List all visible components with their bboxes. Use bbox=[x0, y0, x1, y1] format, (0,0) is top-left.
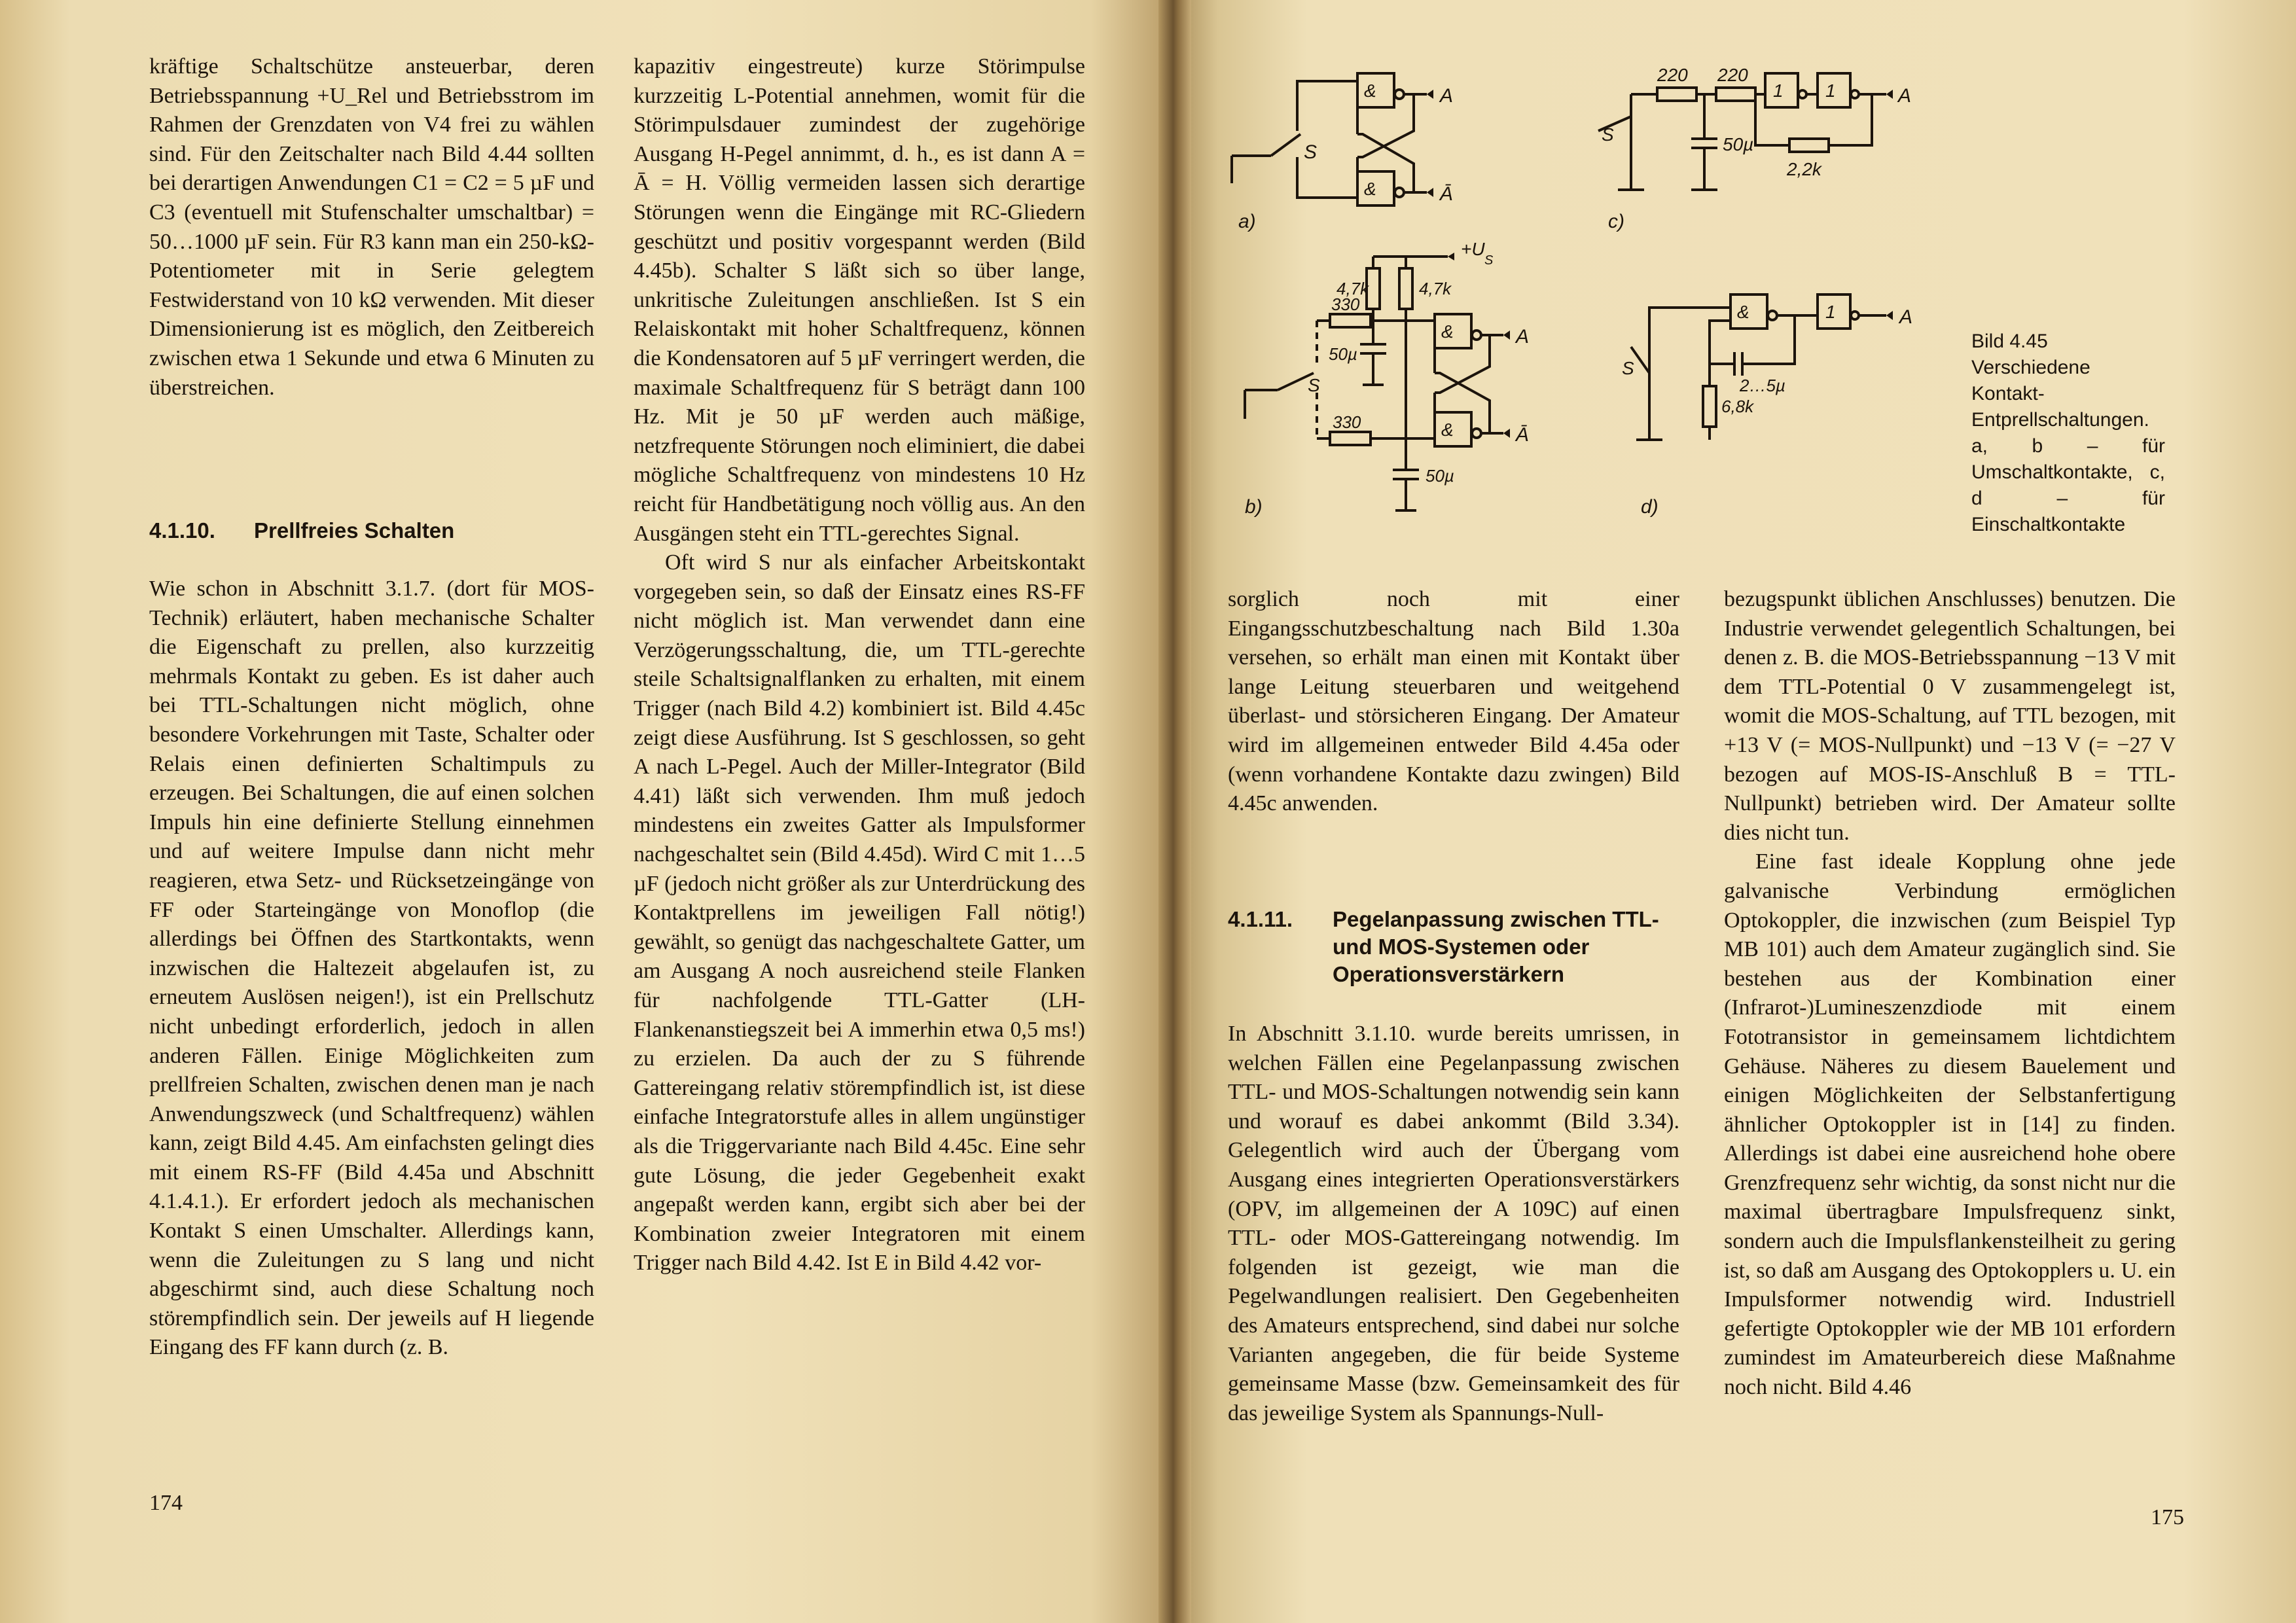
gate-label: 1 bbox=[1825, 80, 1836, 101]
capacitor-50u-label: 50µ bbox=[1426, 466, 1454, 486]
label-d: d) bbox=[1641, 496, 1659, 518]
right-column-1-top bbox=[1228, 585, 1679, 819]
gate-label: & bbox=[1441, 419, 1454, 440]
output-abar-label: Ā bbox=[1440, 183, 1454, 205]
resistor-4-7k-label: 4,7k bbox=[1336, 279, 1369, 298]
left-column-2 bbox=[634, 52, 1085, 1278]
book-gutter bbox=[1158, 0, 1191, 1623]
paragraph: Oft wird S nur als einfacher Arbeitskontakt vorgegeben sein, so daß der Einsatz eines RS-FF nicht möglich ist. Man verwendet dann eine Verzögerungsschaltung, die, um TTL-gerechte steile Schaltsignalflanken zu erhalten, mit einem Trigger (nach Bild 4.2) kombiniert ist. Bild 4.45c zeigt diese Ausführung. Ist S geschlossen, so geht A nach L-Pegel. Auch der Miller-Integrator (Bild 4.41) läßt sich verwenden. Ihm muß jedoch mindestens ein zweites Gatter als Impulsformer nachgeschaltet sein (Bild 4.45d). Wird C mit 1…5 µF (jedoch nicht größer als zur Unterdrückung des Kontaktprellens im jeweiligen Fall nötig!) gewählt, so genügt das nachgeschaltete Gatter, um am Ausgang A noch ausreichend steile Flanken für nachfolgende TTL-Gatter (LH-Flankenanstiegszeit bei A immerhin etwa 0,5 ms!) zu erzielen. Da auch der zu S führende Gattereingang relativ störempfindlich ist, ist diese einfache Integratorstufe alles in allem ungünstiger als die Triggervariante nach Bild 4.45c. Eine sehr gute Lösung, die jeder Gegebenheit exakt angepaßt werden kann, ergibt sich aber bei der Kombination zweier Integratoren mit einem Trigger nach Bild 4.42. Ist E in Bild 4.42 vor- bbox=[634, 550, 1085, 1275]
section-heading-4-1-10 bbox=[149, 517, 594, 544]
section-heading-4-1-11 bbox=[1228, 906, 1679, 988]
circuit-b bbox=[1245, 239, 1529, 518]
circuit-c bbox=[1598, 65, 1911, 232]
heading-title: Pegelanpassung zwischen TTL- und MOS-Systemen oder Operationsverstärkern bbox=[1333, 907, 1659, 986]
paragraph: kräftige Schaltschütze ansteuerbar, deren Betriebsspannung +U_Rel und Betriebsstrom im Rahmen der Grenzdaten von V4 frei zu wählen sind. Für den Zeitschalter nach Bild 4.44 sollten bei derartigen Anwendungen C1 = C2 = 5 µF und C3 (eventuell mit Stufenschalter umschaltbar) = 50…1000 µF sein. Für R3 kann man ein 250-kΩ-Potentiometer mit in Serie gelegtem Festwiderstand von 10 kΩ verwenden. Mit dieser Dimensionierung ist es möglich, den Zeitbereich zwischen etwa 1 Sekunde und etwa 6 Minuten zu überstreichen. bbox=[149, 54, 594, 400]
resistor-4-7k-label: 4,7k bbox=[1419, 279, 1452, 298]
supply-subscript: S bbox=[1484, 253, 1494, 268]
output-a-label: A bbox=[1899, 306, 1913, 328]
circuit-a bbox=[1232, 73, 1453, 232]
gate-label: 1 bbox=[1773, 80, 1784, 101]
left-column-1-body bbox=[149, 575, 594, 1363]
output-a-label: A bbox=[1516, 326, 1530, 348]
left-column-1-top bbox=[149, 52, 594, 402]
capacitor-50u-label: 50µ bbox=[1329, 344, 1357, 364]
gate-label: & bbox=[1441, 321, 1454, 342]
capacitor-50u-label: 50µ bbox=[1723, 134, 1754, 154]
gate-label: & bbox=[1364, 179, 1376, 199]
capacitor-2-5u-label: 2…5µ bbox=[1740, 376, 1785, 395]
figure-caption bbox=[1971, 329, 2165, 538]
paragraph: bezugspunkt üblichen Anschlusses) benutzen. Die Industrie verwendet gelegentlich Schaltungen, bei denen z. B. die MOS-Betriebsspannung −13 V mit dem TTL-Potential 0 V zusammengelegt ist, womit die MOS-Schaltung, auf TTL bezogen, mit +13 V (= MOS-Nullpunkt) und −13 V (= −27 V bezogen auf MOS-IS-Anschluß B = TTL-Nullpunkt) betrieben wird. Der Amateur sollte dies nicht tun. bbox=[1724, 587, 2176, 845]
switch-s-label: S bbox=[1304, 141, 1318, 163]
supply-label: +U bbox=[1461, 239, 1485, 259]
paragraph: Wie schon in Abschnitt 3.1.7. (dort für MOS-Technik) erläutert, haben mechanische Schalter die Eigenschaft zu prellen, also kurzzeitig mehrmals Kontakt zu geben. Es ist daher auch bei TTL-Schaltungen nicht möglich, ohne besondere Vorkehrungen mit Taste, Schalter oder Relais einen definierten Schaltimpuls zu erzeugen. Bei Schaltungen, die auf einen solchen Impuls hin eine definierte Stellung einnehmen und auf weitere Impulse dann nicht mehr reagieren, etwa Setz- und Rücksetzeingänge von FF oder Starteingänge von Monoflop (die allerdings bei Öffnen des Startkontakts, wenn inzwischen die Haltezeit abgelaufen ist, zu erneutem Auslösen neigen!), ist ein Prellschutz nicht unbedingt erforderlich, jedoch in allen anderen Fällen. Einige Möglichkeiten zum prellfreien Schalten, zwischen denen man je nach Anwendungszweck (und Schaltfrequenz) wählen kann, zeigt Bild 4.45. Am einfachsten gelingt dies mit einem RS-FF (Bild 4.45a und Abschnitt 4.1.4.1.). Er erfordert jedoch als mechanischen Kontakt S einen Umschalter. Allerdings kann, wenn die Zuleitungen zu S lang und nicht abgeschirmt sind, auch diese Schaltung noch störempfindlich sein. Der jeweils auf H liegende Eingang des FF kann durch (z. B. bbox=[149, 577, 594, 1360]
switch-s-label: S bbox=[1602, 124, 1614, 145]
resistor-6-8k-label: 6,8k bbox=[1721, 397, 1754, 416]
heading-title: Prellfreies Schalten bbox=[254, 518, 455, 543]
page-number-right: 175 bbox=[2151, 1505, 2184, 1529]
page-number-left: 174 bbox=[149, 1491, 183, 1515]
label-b: b) bbox=[1245, 496, 1263, 518]
caption-text: Verschiedene Kontakt-Entprellschaltungen. a, b – für Umschaltkontakte, c, d – für Einschaltkontakte bbox=[1971, 357, 2165, 535]
right-column-1-body bbox=[1228, 1020, 1679, 1428]
gate-label: & bbox=[1737, 302, 1749, 322]
paragraph: kapazitiv eingestreute) kurze Störimpulse kurzzeitig L-Potential annehmen, womit für die Störimpulsdauer zumindest der zugehörige Ausgang H-Pegel annimmt, d. h., es ist dann A = Ā = H. Völlig vermeiden lassen sich derartige Störungen wenn die Eingänge mit RC-Gliedern geschützt und positiv vorgespannt werden (Bild 4.45b). Schalter S läßt sich so über lange, unkritische Zuleitungen anschließen. Ist S ein Relaiskontakt mit hoher Schaltfrequenz, können die Kondensatoren auf 5 µF verringert werden, die maximale Schaltfrequenz für S beträgt dann 100 Hz. Mit je 50 µF werden auch mäßige, netzfrequente Störungen noch eliminiert, die dabei mögliche Schaltfrequenz von mindestens 10 Hz reicht für Handbetätigung noch völlig aus. An den Ausgängen steht ein TTL-gerechtes Signal. bbox=[634, 54, 1085, 546]
output-abar-label: Ā bbox=[1516, 424, 1530, 446]
paragraph: sorglich noch mit einer Eingangsschutzbeschaltung nach Bild 1.30a versehen, so erhält man einen mit Kontakt über lange Leitung steuerbaren und weitgehend überlast- und störsicheren Eingang. Der Amateur wird im allgemeinen entweder Bild 4.45a oder (wenn vorhandene Kontakte dazu zwingen) Bild 4.45c anwenden. bbox=[1228, 587, 1679, 816]
gate-label: & bbox=[1364, 80, 1376, 101]
right-column-2 bbox=[1724, 585, 2176, 1402]
output-a-label: A bbox=[1440, 85, 1454, 107]
right-page bbox=[1173, 0, 2296, 1623]
resistor-330-label: 330 bbox=[1333, 412, 1361, 432]
resistor-220-label: 220 bbox=[1717, 65, 1748, 85]
heading-number: 4.1.10. bbox=[149, 518, 215, 543]
label-a: a) bbox=[1238, 211, 1256, 232]
resistor-2-2k-label: 2,2k bbox=[1787, 159, 1821, 179]
heading-number: 4.1.11. bbox=[1228, 907, 1293, 931]
resistor-220-label: 220 bbox=[1657, 65, 1688, 85]
paragraph: In Abschnitt 3.1.10. wurde bereits umrissen, in welchen Fällen eine Pegelanpassung zwischen TTL- und MOS-Schaltungen notwendig sein kann und worauf es dabei ankommt (Bild 3.34). Gelegentlich wird auch der Übergang vom Ausgang eines integrierten Operationsverstärkers (OPV, im allgemeinen der A 109C) auf einen TTL- oder MOS-Gattereingang notwendig. Im folgenden ist gezeigt, wie man die Pegelwandlungen realisiert. Den Gegebenheiten des Amateurs entsprechend, sind dabei nur solche Varianten angegeben, die für beide Systeme gemeinsame Masse (bzw. Gemeinsamkeit des für das jeweilige System als Spannungs-Null- bbox=[1228, 1022, 1679, 1425]
label-c: c) bbox=[1608, 211, 1624, 232]
caption-title: Bild 4.45 bbox=[1971, 330, 2048, 352]
circuit-d bbox=[1622, 294, 1912, 518]
gate-label: 1 bbox=[1825, 302, 1836, 322]
output-a-label: A bbox=[1898, 85, 1912, 107]
switch-s-label: S bbox=[1622, 358, 1634, 378]
resistor-330-label: 330 bbox=[1331, 294, 1360, 314]
paragraph: Eine fast ideale Kopplung ohne jede galvanische Verbindung ermöglichen Optokoppler, die inzwischen (zum Beispiel Typ MB 101) auch dem Amateur zugänglich sind. Sie bestehen aus der Kombination einer (Infrarot-)Lumineszenzdiode mit einem Fototransistor in gemeinsamem lichtdichtem Gehäuse. Näheres zu diesem Bauelement und einigen Möglichkeiten der Selbstanfertigung ähnlicher Optokoppler ist in [14] zu finden. Allerdings ist dabei eine ausreichend hohe obere Grenzfrequenz sehr wichtig, da sonst nicht nur die maximal übertragbare Impulsfrequenz sinkt, sondern auch die Impulsflankensteilheit zu gering ist, so daß am Ausgang des Optokopplers u. U. ein Impulsformer notwendig wird. Industriell gefertigte Optokoppler wie der MB 101 erfordern zumindest im Amateurbereich diese Maßnahme noch nicht. Bild 4.46 bbox=[1724, 849, 2176, 1400]
switch-s-label: S bbox=[1308, 375, 1320, 395]
